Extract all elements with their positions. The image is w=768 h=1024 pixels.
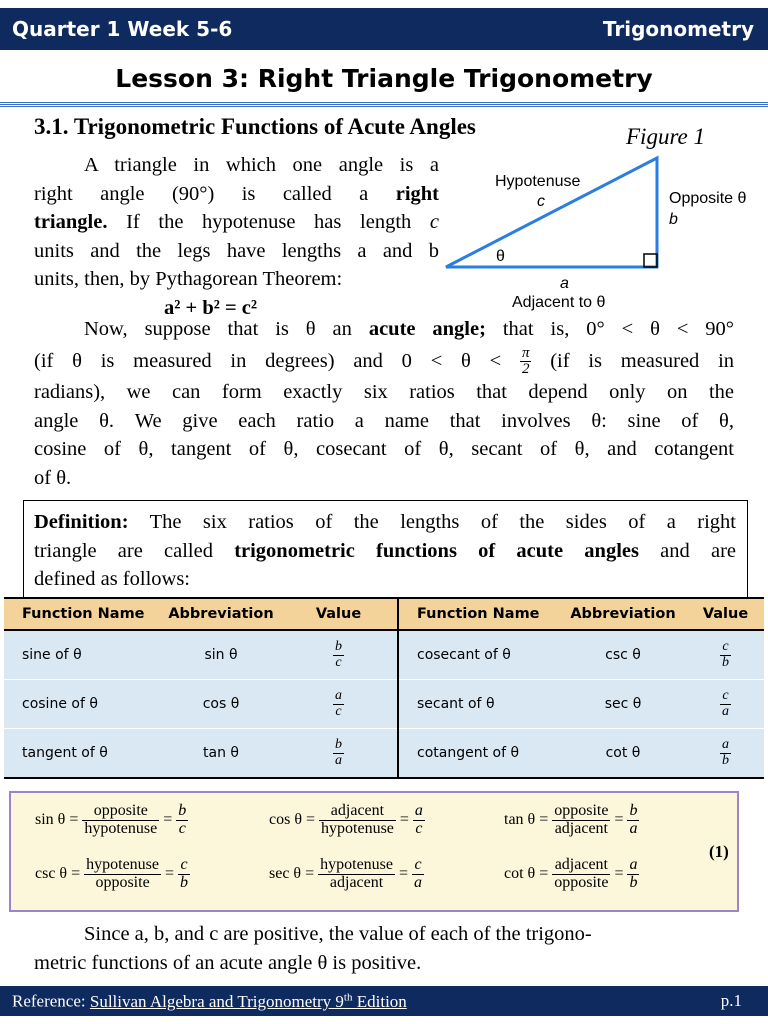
table-row <box>4 680 764 729</box>
equations-box <box>9 791 739 912</box>
para2-line3: radians), we can form exactly six ratios that depend only on the <box>34 381 734 404</box>
footer-bar <box>0 986 768 1016</box>
value-cell: $\frac{c}{a}$ <box>687 680 764 729</box>
opposite-label: Opposite θ <box>669 190 747 207</box>
para3-line2: metric functions of an acute angle θ is positive. <box>34 951 422 974</box>
header-function-name: Function Name <box>4 598 162 630</box>
adjacent-var: a <box>560 275 569 292</box>
header-quarter: Quarter 1 Week 5-6 <box>12 17 233 41</box>
right-triangle-figure <box>440 150 760 315</box>
abbreviation-cell: sec θ <box>559 680 687 729</box>
table-row <box>4 630 764 680</box>
header-abbreviation-2: Abbreviation <box>559 598 687 630</box>
function-name-cell: cotangent of θ <box>398 729 559 779</box>
closing-paragraph <box>34 920 734 977</box>
cot-equation: cot θ = $\frac{\text{adjacent}}{\text{opposite}}$ = $\frac{a}{b}$ <box>504 856 638 891</box>
pythagorean-formula: a² + b² = c² <box>164 296 258 319</box>
abbreviation-cell: cot θ <box>559 729 687 779</box>
trig-functions-table <box>4 597 764 779</box>
para2-line4: angle θ. We give each ratio a name that involves θ: sine of θ, <box>34 409 734 432</box>
value-cell: $\frac{a}{b}$ <box>687 729 764 779</box>
hypotenuse-label: Hypotenuse <box>495 173 581 190</box>
acute-angle-paragraph <box>34 315 734 492</box>
cos-equation: cos θ = $\frac{\text{adjacent}}{\text{hypotenuse}}$ = $\frac{a}{c}$ <box>269 802 423 837</box>
figure-label: Figure 1 <box>626 124 705 149</box>
page-number: p.1 <box>720 991 742 1010</box>
table-header-row <box>4 598 764 630</box>
reference <box>12 991 407 1012</box>
header-abbreviation: Abbreviation <box>162 598 280 630</box>
value-cell: $\frac{b}{a}$ <box>280 729 398 779</box>
def-line2: triangle are called trigonometric functions of acute angles and are <box>34 539 736 562</box>
sec-equation: sec θ = $\frac{\text{hypotenuse}}{\text{adjacent}}$ = $\frac{c}{a}$ <box>269 856 423 891</box>
value-cell: $\frac{b}{c}$ <box>280 630 398 680</box>
function-name-cell: tangent of θ <box>4 729 162 779</box>
adjacent-label: Adjacent to θ <box>512 294 606 311</box>
definition-box <box>23 500 748 597</box>
para2-line1: Now, suppose that is θ an acute angle; that is, 0° < θ < 90° <box>84 318 734 340</box>
reference-link[interactable]: Sullivan Algebra and Trigonometry 9th Edition <box>89 991 407 1011</box>
function-name-cell: cosine of θ <box>4 680 162 729</box>
angle-theta: θ <box>496 248 505 265</box>
header-function-name-2: Function Name <box>398 598 559 630</box>
function-name-cell: secant of θ <box>398 680 559 729</box>
abbreviation-cell: csc θ <box>559 630 687 680</box>
para2-line6: of θ. <box>34 466 72 489</box>
header-value-2: Value <box>687 598 764 630</box>
equation-number: (1) <box>709 842 729 861</box>
function-name-cell: cosecant of θ <box>398 630 559 680</box>
para1-line3: triangle. If the hypotenuse has length c <box>34 211 440 233</box>
abbreviation-cell: sin θ <box>162 630 280 680</box>
sin-equation: sin θ = $\frac{\text{opposite}}{\text{hypotenuse}}$ = $\frac{b}{c}$ <box>35 802 187 837</box>
intro-paragraph <box>34 151 439 322</box>
csc-equation: csc θ = $\frac{\text{hypotenuse}}{\text{opposite}}$ = $\frac{c}{b}$ <box>35 856 189 891</box>
def-line1: Definition: The six ratios of the lengths of the sides of a right <box>34 511 736 533</box>
value-cell: $\frac{a}{c}$ <box>280 680 398 729</box>
para2-line5: cosine of θ, tangent of θ, cosecant of θ, secant of θ, and cotangent <box>34 438 734 461</box>
reference-label: Reference: <box>12 991 86 1011</box>
para3-line1: Since a, b, and c are positive, the value of each of the trigono- <box>84 923 592 945</box>
para1-line4: units and the legs have lengths a and b <box>34 239 439 262</box>
lesson-title: Lesson 3: Right Triangle Trigonometry <box>115 64 653 93</box>
title-divider <box>0 102 768 108</box>
function-name-cell: sine of θ <box>4 630 162 680</box>
para2-line2: (if θ is measured in degrees) and 0 < θ < $\frac{\pi}{2}$ (if is measured in <box>34 344 735 378</box>
para1-line1: A triangle in which one angle is a <box>84 154 439 176</box>
table-row <box>4 729 764 779</box>
opposite-var: b <box>669 211 678 228</box>
definition-text <box>34 508 736 594</box>
abbreviation-cell: tan θ <box>162 729 280 779</box>
header-bar <box>0 8 768 50</box>
value-cell: $\frac{c}{b}$ <box>687 630 764 680</box>
right-angle-mark <box>644 254 657 267</box>
para1-line2: right angle (90°) is called a right <box>34 182 439 205</box>
hypotenuse-var: c <box>537 193 545 210</box>
header-value: Value <box>280 598 398 630</box>
abbreviation-cell: cos θ <box>162 680 280 729</box>
tan-equation: tan θ = $\frac{\text{opposite}}{\text{adjacent}}$ = $\frac{b}{a}$ <box>504 802 638 837</box>
def-line3: defined as follows: <box>34 568 190 590</box>
header-subject: Trigonometry <box>602 17 754 41</box>
section-title: 3.1. Trigonometric Functions of Acute Angles <box>34 114 476 139</box>
para1-line5: units, then, by Pythagorean Theorem: <box>34 268 343 290</box>
